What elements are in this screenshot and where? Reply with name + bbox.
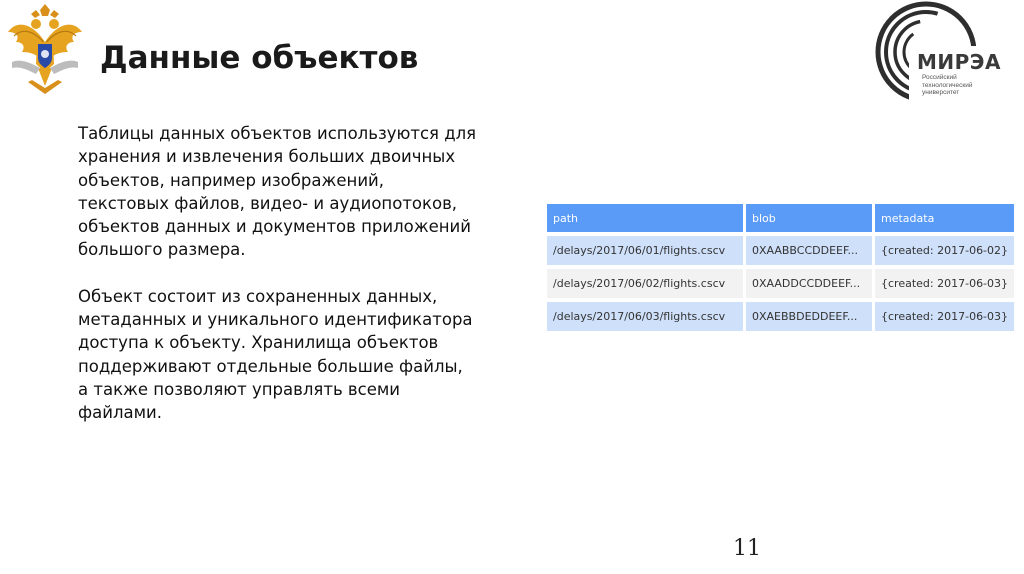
table-cell-metadata: {created: 2017-06-02}: [875, 236, 1014, 265]
table-header-row: [547, 204, 1014, 232]
logo-name: МИРЭА: [917, 50, 1001, 74]
table-row: [547, 236, 1014, 265]
table-row: [547, 269, 1014, 298]
table-cell-path: /delays/2017/06/03/flights.cscv: [547, 302, 743, 331]
object-data-table: [544, 200, 1017, 335]
table-cell-metadata: {created: 2017-06-03}: [875, 269, 1014, 298]
table-row: [547, 302, 1014, 331]
table-cell-metadata: {created: 2017-06-03}: [875, 302, 1014, 331]
logo-subtitle: Российский технологический университет: [922, 74, 973, 96]
column-header-blob: blob: [746, 204, 872, 232]
body-text: [78, 122, 478, 448]
paragraph: Объект состоит из сохраненных данных, метаданных и уникального идентификатора доступа к объекту. Хранилища объектов поддерживают отдельные большие файлы, а также позволяют управлять всеми файлами.: [78, 286, 473, 423]
page-title: Данные объектов: [100, 40, 419, 76]
paragraph: Таблицы данных объектов используются для хранения и извлечения больших двоичных объектов, например изображений, текстовых файлов, видео- и аудиопотоков, объектов данных и документов приложений большого размера.: [78, 124, 477, 260]
table-cell-path: /delays/2017/06/02/flights.cscv: [547, 269, 743, 298]
table-cell-path: /delays/2017/06/01/flights.cscv: [547, 236, 743, 265]
table-cell-blob: 0XAADDCCDDEEF...: [746, 269, 872, 298]
page-number: 11: [733, 536, 761, 561]
column-header-metadata: metadata: [875, 204, 1014, 232]
table-cell-blob: 0XAABBCCDDEEF...: [746, 236, 872, 265]
eagle-emblem-icon: [2, 2, 88, 96]
table-cell-blob: 0XAEBBDEDDEEF...: [746, 302, 872, 331]
column-header-path: path: [547, 204, 743, 232]
